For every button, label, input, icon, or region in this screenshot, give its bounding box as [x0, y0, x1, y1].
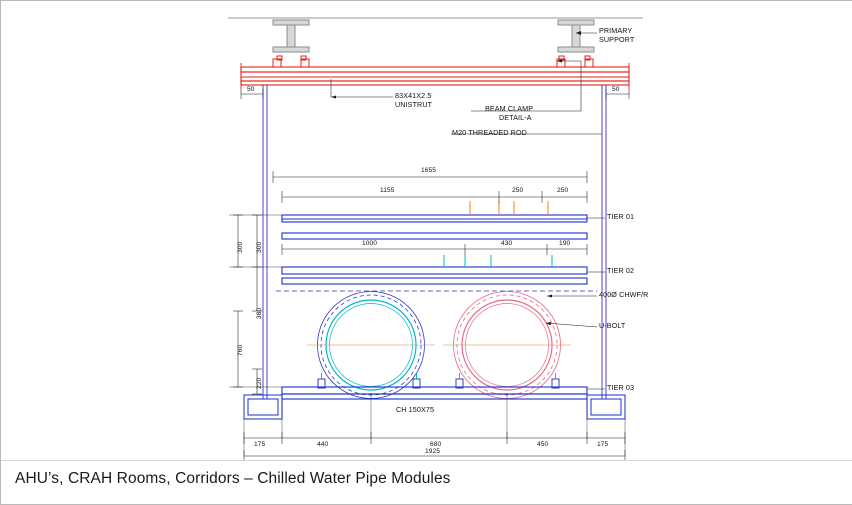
- dim-1000: 1000: [362, 240, 378, 247]
- base-bracket-right: [587, 395, 625, 419]
- leader-arrowheads: [331, 31, 581, 326]
- dim-small-left: 50: [247, 86, 255, 93]
- annotation-unistrut: [395, 92, 432, 110]
- dim-250-a: 250: [512, 187, 524, 194]
- beam-clamp-left: [273, 56, 309, 67]
- tier-03-base-channel: [282, 387, 587, 399]
- tier-01-frame: [282, 215, 587, 239]
- annotation-tier-02: TIER 02: [607, 266, 635, 275]
- unistrut-line-2: UNISTRUT: [395, 99, 433, 109]
- dim-v-760: 760: [237, 344, 244, 356]
- leader-lines: [331, 33, 605, 389]
- caption-bar: [1, 460, 852, 504]
- dim-overall-1925: 1925: [425, 448, 441, 455]
- dim-175-right: 175: [597, 441, 609, 448]
- beam-clamp-line-2: DETAIL-A: [499, 112, 532, 122]
- unistrut-line-1: 83X41X2.5: [395, 91, 432, 100]
- annotation-primary-support: [599, 27, 634, 45]
- u-bolt-group: [318, 373, 559, 388]
- annotation-u-bolt: U-BOLT: [599, 321, 626, 330]
- cad-drawing-svg: [1, 1, 852, 463]
- annotation-tier-01: TIER 01: [607, 212, 635, 221]
- dim-450: 450: [537, 441, 549, 448]
- unistrut-channel: [241, 67, 629, 85]
- dim-v-300-inner: 300: [256, 241, 263, 253]
- tier-01-pipe-markers: [470, 201, 548, 215]
- dim-v-300-outer: 300: [237, 241, 244, 253]
- threaded-rod-right: [602, 85, 606, 399]
- dim-v-220: 220: [256, 377, 263, 389]
- dim-175-left: 175: [254, 441, 266, 448]
- annotation-beam-clamp: [485, 105, 533, 123]
- dim-250-b: 250: [557, 187, 569, 194]
- annotation-threaded-rod: M20 THREADED ROD: [452, 128, 527, 137]
- annotation-pipe-size: 400Ø CHWF/R: [599, 290, 649, 299]
- beam-clamp-line-1: BEAM CLAMP: [485, 104, 534, 113]
- cad-drawing-area: [1, 1, 852, 463]
- base-bracket-left: [244, 395, 282, 419]
- dim-440: 440: [317, 441, 329, 448]
- primary-support-line-1: PRIMARY: [599, 26, 633, 35]
- dim-v-380: 380: [256, 307, 263, 319]
- caption-text: AHU’s, CRAH Rooms, Corridors – Chilled Water Pipe Modules: [15, 470, 451, 487]
- dim-1155: 1155: [380, 187, 395, 194]
- dim-1655: 1655: [421, 167, 437, 174]
- tier-02-pipe-markers: [444, 255, 552, 267]
- annotation-tier-03: TIER 03: [607, 383, 635, 392]
- primary-steel-beam-right: [558, 20, 594, 52]
- dim-430: 430: [501, 240, 513, 247]
- annotation-channel: CH 150X75: [396, 405, 435, 414]
- tier-02-frame: [282, 267, 587, 284]
- primary-steel-beam-left: [273, 20, 309, 52]
- beam-clamp-right: [557, 56, 593, 67]
- dim-small-right: 50: [612, 86, 620, 93]
- dim-190: 190: [559, 240, 571, 247]
- primary-support-line-2: SUPPORT: [599, 34, 635, 44]
- dim-680: 680: [430, 441, 442, 448]
